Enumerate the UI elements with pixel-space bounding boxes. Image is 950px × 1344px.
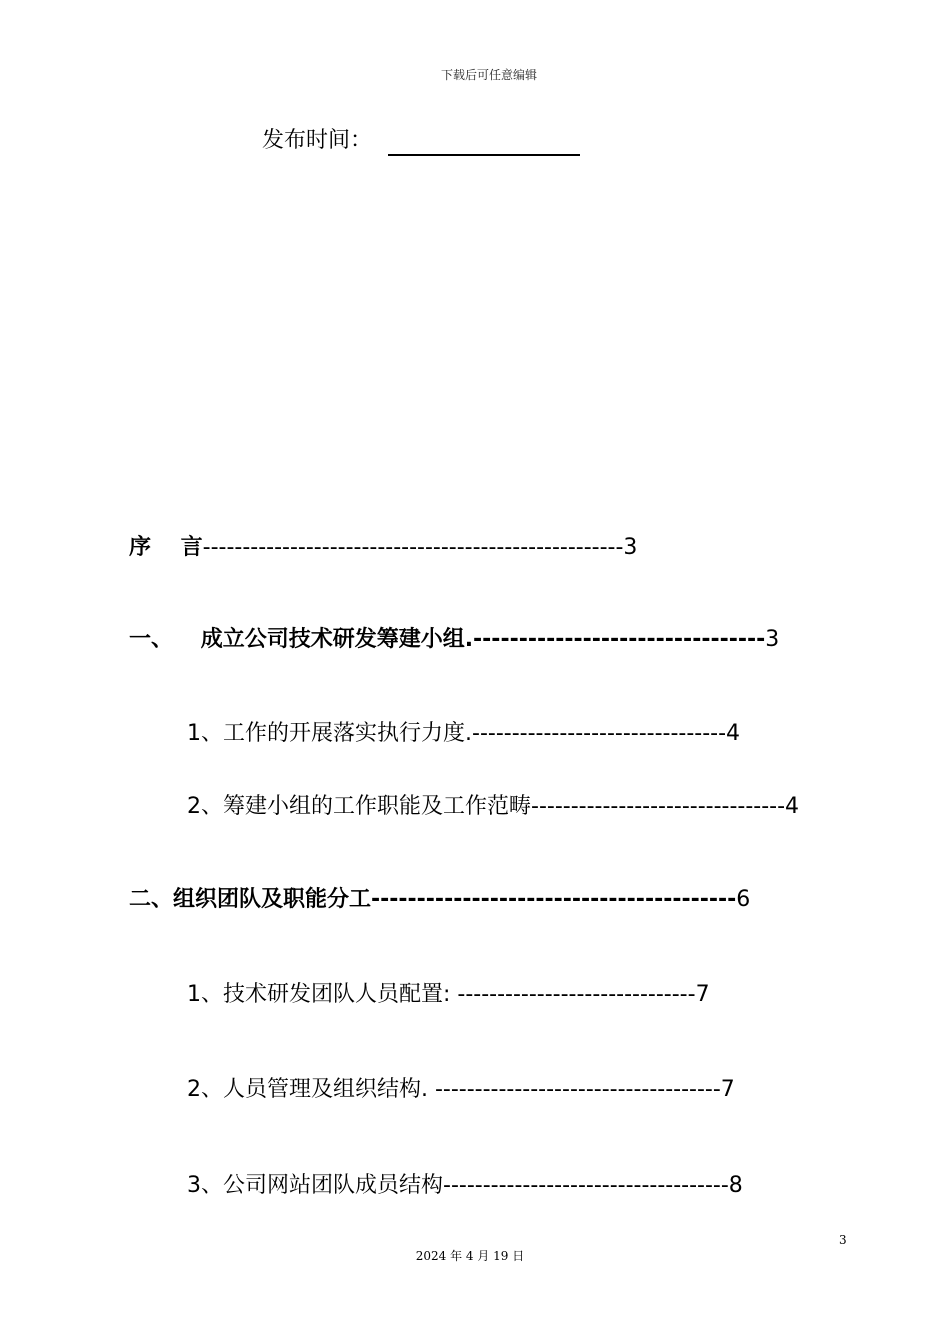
page-number: 3 bbox=[839, 1233, 847, 1247]
toc-leader-dots: ---------------------------------------- bbox=[371, 887, 737, 912]
toc-page-number: 7 bbox=[720, 1077, 735, 1102]
page-footer-date: 2024 年 4 月 19 日 bbox=[415, 1249, 525, 1263]
toc-entry-section-2-2[interactable] bbox=[187, 1075, 735, 1105]
toc-entry-title: 序 言 bbox=[129, 535, 203, 560]
toc-page-number: 3 bbox=[765, 627, 780, 652]
toc-entry-title: 2、筹建小组的工作职能及工作范畴 bbox=[187, 794, 531, 819]
toc-leader-dots: -------------------------------- bbox=[531, 794, 786, 819]
publish-date-blank-line bbox=[388, 132, 580, 156]
toc-entry-title: 1、技术研发团队人员配置: bbox=[187, 982, 458, 1007]
toc-leader-dots: -------------------------------- bbox=[473, 627, 766, 652]
toc-page-number: 3 bbox=[623, 535, 638, 560]
toc-entry-title: 1、工作的开展落实执行力度. bbox=[187, 721, 472, 746]
toc-leader-dots: ------------------------------------ bbox=[434, 1077, 721, 1102]
toc-leader-dots: -------------------------------- bbox=[472, 721, 727, 746]
toc-entry-section-2[interactable] bbox=[129, 885, 750, 915]
toc-page-number: 4 bbox=[785, 794, 800, 819]
toc-section-number: 一、 bbox=[129, 627, 174, 652]
page-header: 下载后可任意编辑 bbox=[440, 68, 537, 82]
toc-page-number: 8 bbox=[728, 1173, 743, 1198]
toc-entry-section-2-3[interactable] bbox=[187, 1171, 743, 1201]
toc-page-number: 7 bbox=[695, 982, 710, 1007]
toc-entry-title: 二、组织团队及职能分工 bbox=[129, 887, 372, 912]
publish-date-row bbox=[262, 126, 580, 156]
publish-date-label: 发布时间： bbox=[262, 128, 373, 153]
toc-entry-preface[interactable] bbox=[129, 533, 637, 563]
toc-entry-title: 3、公司网站团队成员结构 bbox=[187, 1173, 443, 1198]
toc-entry-section-1-2[interactable] bbox=[187, 792, 799, 822]
toc-entry-title: 2、人员管理及组织结构. bbox=[187, 1077, 435, 1102]
toc-entry-title: 成立公司技术研发筹建小组. bbox=[200, 627, 474, 652]
toc-entry-section-2-1[interactable] bbox=[187, 980, 710, 1010]
toc-leader-dots: ----------------------------------------------------- bbox=[202, 535, 624, 560]
toc-leader-dots: ------------------------------------ bbox=[443, 1173, 729, 1198]
toc-entry-section-1-1[interactable] bbox=[187, 719, 740, 749]
toc-leader-dots: ------------------------------ bbox=[457, 982, 696, 1007]
toc-page-number: 4 bbox=[726, 721, 741, 746]
toc-page-number: 6 bbox=[736, 887, 751, 912]
toc-entry-section-1[interactable] bbox=[129, 625, 779, 655]
